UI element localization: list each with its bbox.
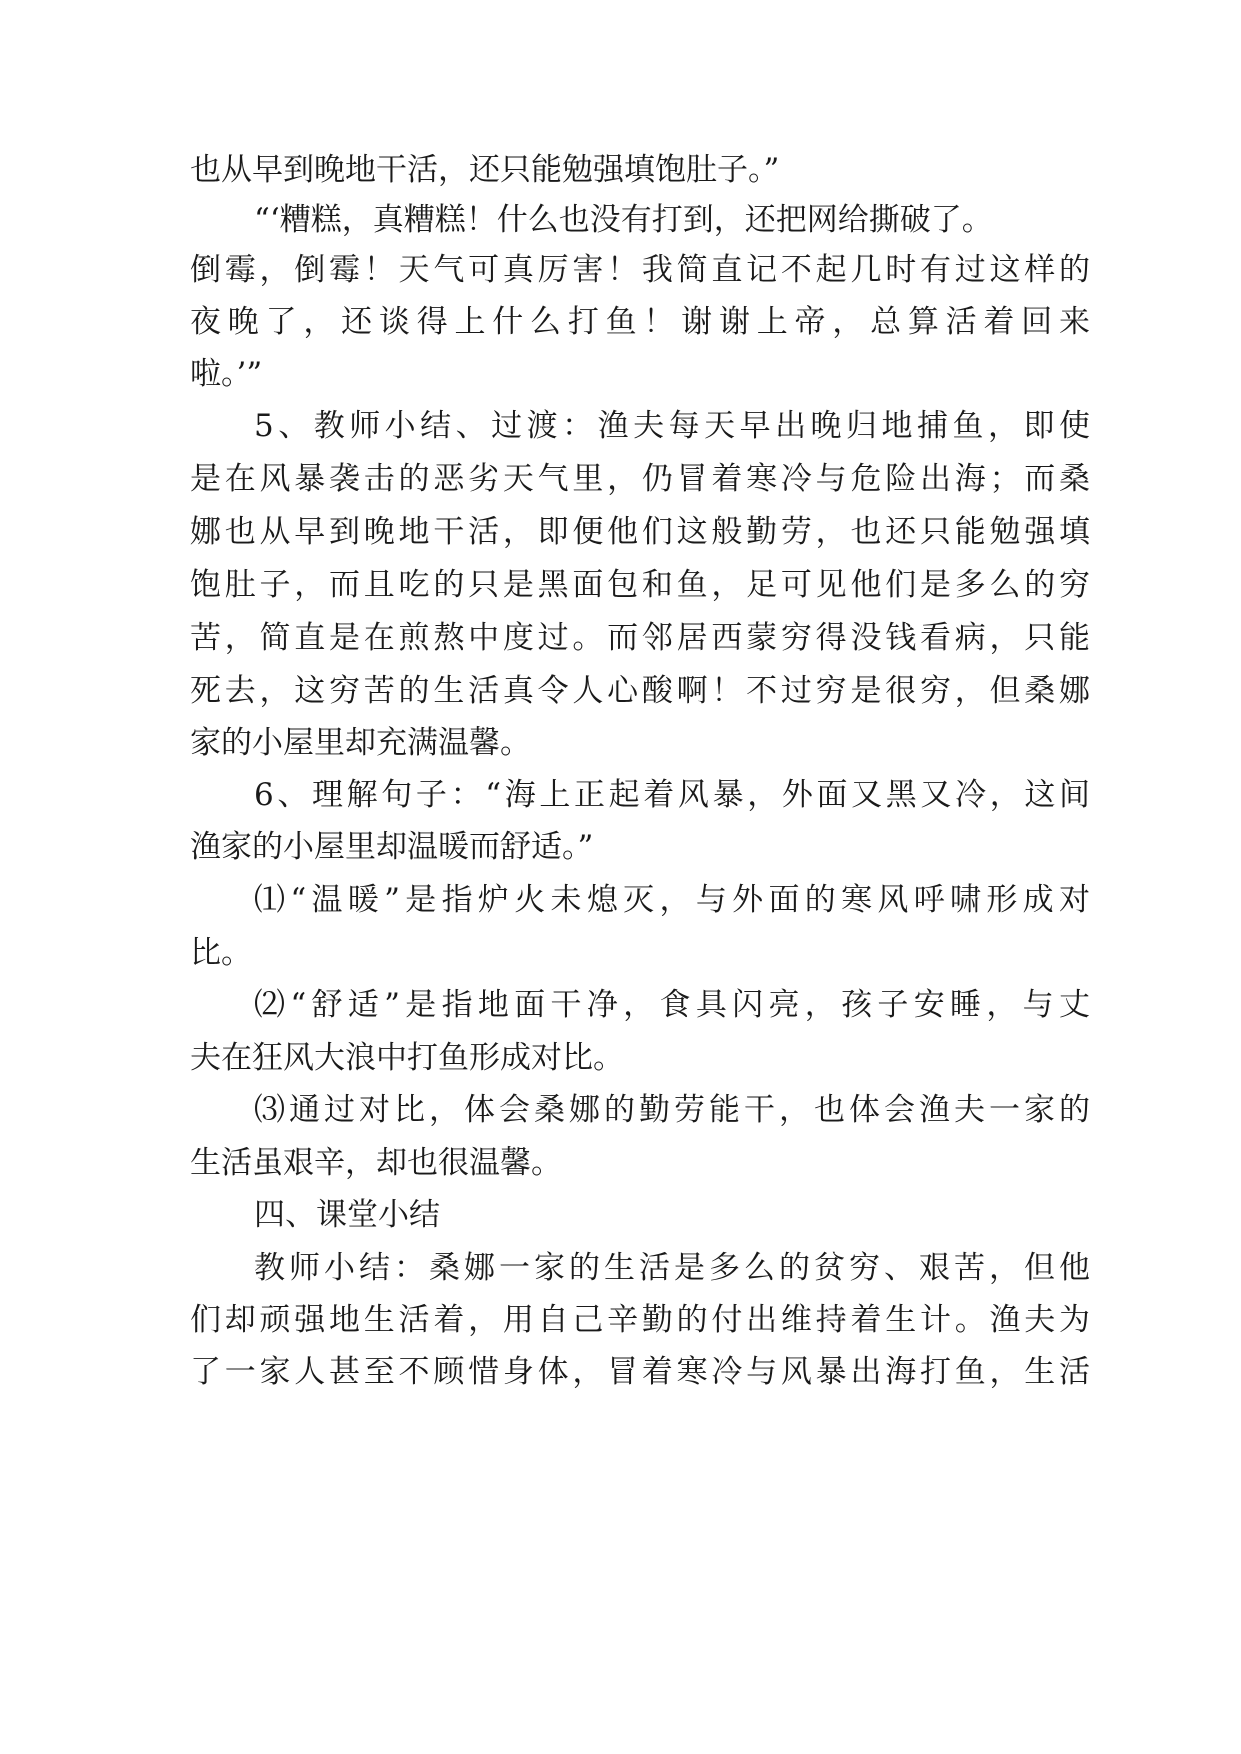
text-line: 6、理解句子：“海上正起着风暴，外面又黑又冷，这间 (254, 777, 1090, 813)
text-line: 们却顽强地生活着，用自己辛勤的付出维持着生计。渔夫为 (190, 1302, 1090, 1338)
text-line: 是在风暴袭击的恶劣天气里，仍冒着寒冷与危险出海；而桑 (190, 461, 1090, 497)
text-line: 生活虽艰辛，却也很温馨。 (190, 1145, 562, 1181)
text-line: 娜也从早到晚地干活，即便他们这般勤劳，也还只能勉强填 (190, 514, 1090, 550)
text-line: 比。 (190, 935, 252, 971)
text-line: 苦，简直是在煎熬中度过。而邻居西蒙穷得没钱看病，只能 (190, 620, 1090, 656)
text-line: 教师小结：桑娜一家的生活是多么的贫穷、艰苦，但他 (254, 1250, 1090, 1286)
text-line: 夫在狂风大浪中打鱼形成对比。 (190, 1040, 624, 1076)
text-line: “‘糟糕，真糟糕！什么也没有打到，还把网给撕破了。 (254, 202, 993, 238)
text-line: 家的小屋里却充满温馨。 (190, 725, 531, 761)
text-line: 渔家的小屋里却温暖而舒适。” (190, 829, 594, 865)
text-line: 倒霉，倒霉！天气可真厉害！我简直记不起几时有过这样的 (190, 252, 1090, 288)
text-line: 5、教师小结、过渡：渔夫每天早出晚归地捕鱼，即使 (254, 408, 1090, 444)
text-line: ⑵“舒适”是指地面干净，食具闪亮，孩子安睡，与丈 (254, 987, 1090, 1023)
section-heading: 四、课堂小结 (254, 1197, 440, 1233)
text-line: 了一家人甚至不顾惜身体，冒着寒冷与风暴出海打鱼，生活 (190, 1354, 1090, 1390)
text-line: ⑶通过对比，体会桑娜的勤劳能干，也体会渔夫一家的 (254, 1092, 1090, 1128)
text-line: 夜晚了，还谈得上什么打鱼！谢谢上帝，总算活着回来 (190, 304, 1090, 340)
text-line: 饱肚子，而且吃的只是黑面包和鱼，足可见他们是多么的穷 (190, 567, 1090, 603)
text-line: 啦。’” (190, 356, 263, 392)
text-line: 也从早到晚地干活，还只能勉强填饱肚子。” (190, 152, 780, 188)
text-line: ⑴“温暖”是指炉火未熄灭，与外面的寒风呼啸形成对 (254, 882, 1090, 918)
text-line: 死去，这穷苦的生活真令人心酸啊！不过穷是很穷，但桑娜 (190, 673, 1090, 709)
